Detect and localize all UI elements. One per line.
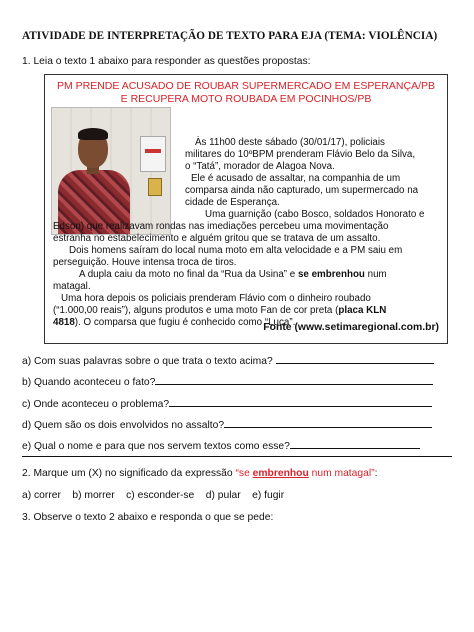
question-b: b) Quando aconteceu o fato? (22, 375, 433, 388)
article-headline (45, 80, 447, 105)
headline-line-1: PM PRENDE ACUSADO DE ROUBAR SUPERMERCADO EM ESPERANÇA/PB (56, 80, 436, 92)
question-1-instruction: 1. Leia o texto 1 abaixo para responder as questões propostas: (22, 56, 311, 67)
highlight-embrenhou: embrenhou (252, 468, 309, 479)
question-2-options (22, 490, 284, 501)
article-line: A dupla caiu da moto no final da “Rua da Usina” e se embrenhou num (79, 269, 387, 280)
bold-se-embrenhou: se embrenhou (297, 269, 365, 280)
article-line: Ele é acusado de assaltar, na companhia de um (191, 173, 401, 184)
article-source: Fonte (www.setimaregional.com.br) (263, 322, 439, 333)
question-e: e) Qual o nome e para que nos servem textos como esse? (22, 439, 420, 452)
article-line: estranha no estabelecimento e alguém gritou que se tratava de um assalto. (53, 233, 381, 244)
question-a: a) Com suas palavras sobre o que trata o texto acima? (22, 354, 434, 367)
answer-line[interactable] (290, 439, 420, 449)
option-e[interactable]: e) fugir (252, 490, 285, 501)
divider-line (22, 456, 452, 457)
option-c[interactable]: c) esconder-se (126, 490, 195, 501)
article-line: o “Tatá”, morador de Alagoa Nova. (185, 161, 335, 172)
answer-line[interactable] (155, 375, 433, 385)
article-line: Às 11h00 deste sábado (30/01/17), policiais (195, 137, 385, 148)
question-d: d) Quem são os dois envolvidos no assalto? (22, 418, 432, 431)
answer-line[interactable] (224, 418, 432, 428)
article-line: matagal. (53, 281, 91, 292)
question-c: c) Onde aconteceu o problema? (22, 397, 432, 410)
article-line: cidade de Esperança. (185, 197, 280, 208)
bold-plate: placa KLN (338, 305, 387, 316)
page-title: ATIVIDADE DE INTERPRETAÇÃO DE TEXTO PARA EJA (TEMA: VIOLÊNCIA) (22, 30, 438, 42)
article-line: Uma hora depois os policiais prenderam Flávio com o dinheiro roubado (61, 293, 371, 304)
option-b[interactable]: b) morrer (72, 490, 115, 501)
article-line: Dois homens saíram do local numa moto em alta velocidade e a PM saiu em (69, 245, 403, 256)
article-line: perseguição. Houve intensa troca de tiros. (53, 257, 237, 268)
article-line: (“1.000,00 reais”), alguns produtos e uma moto Fan de cor preta (placa KLN (53, 305, 387, 316)
option-d[interactable]: d) pular (205, 490, 241, 501)
bold-plate-number: 4818 (53, 317, 75, 328)
answer-line[interactable] (169, 397, 432, 407)
article-line: 4818). O comparsa que fugiu é conhecido como “Luca”. (53, 317, 296, 328)
option-a[interactable]: a) correr (22, 490, 61, 501)
article-line: Edson) que realizavam rondas nas imediações percebeu uma movimentação (53, 221, 389, 232)
question-2: 2. Marque um (X) no significado da expressão “se embrenhou num matagal”: (22, 468, 378, 479)
headline-line-2: E RECUPERA MOTO ROUBADA EM POCINHOS/PB (120, 92, 372, 105)
article-line: comparsa ainda não capturado, um supermercado na (185, 185, 419, 196)
news-article-box (44, 74, 448, 344)
answer-line[interactable] (276, 354, 434, 364)
suspect-photo (51, 107, 171, 235)
article-line: militares do 10ºBPM prenderam Flávio Belo da Silva, (185, 149, 416, 160)
article-line: Uma guarnição (cabo Bosco, soldados Honorato e (205, 209, 425, 220)
question-3: 3. Observe o texto 2 abaixo e responda o que se pede: (22, 512, 274, 523)
